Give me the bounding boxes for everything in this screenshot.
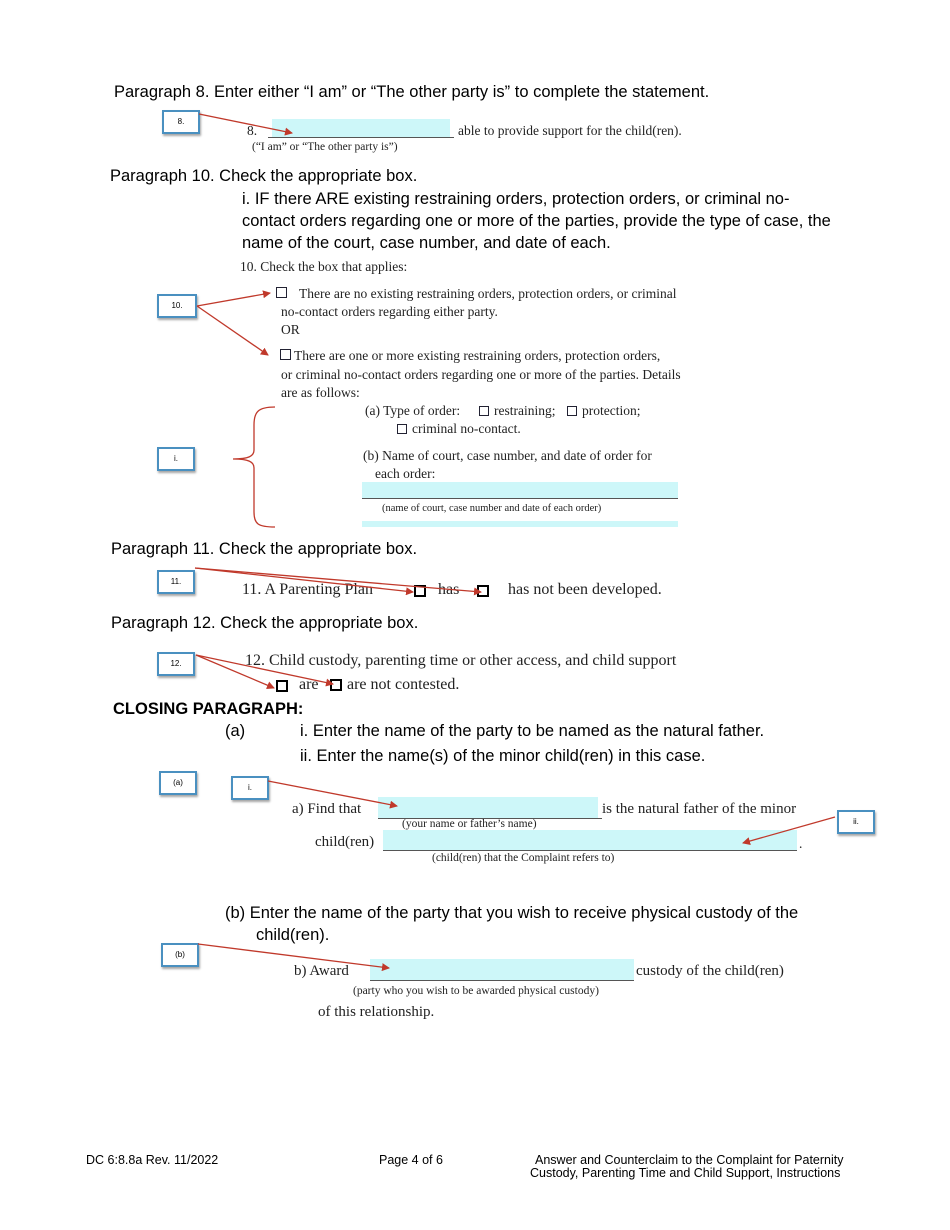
p12-heading: Paragraph 12. Check the appropriate box. xyxy=(111,614,419,632)
closing-award-hint: (party who you wish to be awarded physical custody) xyxy=(353,985,599,997)
p8-heading: Paragraph 8. Enter either “I am” or “The other party is” to complete the statement. xyxy=(114,83,710,101)
p10-name-label-line1: (b) Name of court, case number, and date of order for xyxy=(363,448,652,463)
closing-award: b) Award xyxy=(294,963,349,979)
p10-opt2-line3: are as follows: xyxy=(281,385,360,400)
closing-natural-father: is the natural father of the minor xyxy=(602,801,797,817)
p10-or: OR xyxy=(281,322,300,337)
callout-closing-i: i. xyxy=(231,776,269,800)
p10-opt1-line2: no-contact orders regarding either party. xyxy=(281,304,498,319)
callout-ii: ii. xyxy=(837,810,875,834)
arrow-10b xyxy=(197,306,268,355)
callout-8: 8. xyxy=(162,110,200,134)
arrow-11a xyxy=(195,568,413,592)
footer-form-code: DC 6:8.8a Rev. 11/2022 xyxy=(86,1153,219,1167)
arrow-12b xyxy=(196,655,333,684)
p10-opt2-line1: There are one or more existing restraining orders, protection orders, xyxy=(294,348,661,363)
closing-a-ii: ii. Enter the name(s) of the minor child(ren) in this case. xyxy=(300,747,706,765)
callout-10: 10. xyxy=(157,294,197,318)
footer-title-line2: Custody, Parenting Time and Child Support, Instructions xyxy=(530,1166,841,1180)
footer-title-line1: Answer and Counterclaim to the Complaint for Paternity xyxy=(535,1153,844,1167)
p10-opt2-line2: or criminal no-contact orders regarding one or more of the parties. Details xyxy=(281,367,681,382)
p8-after-text: able to provide support for the child(ren). xyxy=(458,123,682,138)
arrow-8 xyxy=(199,114,292,133)
p12-line1: 12. Child custody, parenting time or other access, and child support xyxy=(245,652,677,669)
p11-has: has xyxy=(438,581,460,598)
closing-custody: custody of the child(ren) xyxy=(636,963,784,979)
p12-are-not: are not contested. xyxy=(347,676,460,693)
arrow-11b xyxy=(195,568,481,592)
arrow-closing-ii xyxy=(743,817,835,843)
arrow-12a xyxy=(196,655,274,688)
closing-children-label: child(ren) xyxy=(315,834,375,850)
callout-b: (b) xyxy=(161,943,199,967)
p10-heading: Paragraph 10. Check the appropriate box. xyxy=(110,167,418,185)
callout-12: 12. xyxy=(157,652,195,676)
p11-text: 11. A Parenting Plan xyxy=(242,581,373,598)
p10-type-label: (a) Type of order: xyxy=(365,403,461,418)
p8-number: 8. xyxy=(247,123,258,138)
callout-11: 11. xyxy=(157,570,195,594)
closing-father-hint: (your name or father’s name) xyxy=(402,818,537,830)
p10-type-protection: protection; xyxy=(582,403,641,418)
closing-a-i: i. Enter the name of the party to be named as the natural father. xyxy=(300,722,765,740)
p11-has-not: has not been developed. xyxy=(508,581,662,598)
brace-i xyxy=(233,407,275,527)
p10-name-label-line2: each order: xyxy=(375,466,436,481)
arrow-closing-b xyxy=(198,944,389,968)
closing-b-line1: (b) Enter the name of the party that you wish to receive physical custody of the xyxy=(225,904,799,922)
p10-type-criminal: criminal no-contact. xyxy=(412,421,521,436)
p10-instr-line1: i. IF there ARE existing restraining orders, protection orders, or criminal no- xyxy=(242,190,790,208)
p10-name-hint: (name of court, case number and date of each order) xyxy=(382,503,602,514)
arrow-10a xyxy=(197,293,270,306)
p10-instr-line3: name of the court, case number, and date of each. xyxy=(242,234,611,252)
p10-instr-line2: contact orders regarding one or more of the parties, provide the type of case, the xyxy=(242,212,831,230)
closing-children-hint: (child(ren) that the Complaint refers to) xyxy=(432,852,615,864)
p11-heading: Paragraph 11. Check the appropriate box. xyxy=(111,540,418,558)
closing-period: . xyxy=(799,836,803,851)
closing-heading: CLOSING PARAGRAPH: xyxy=(113,700,304,718)
callout-i: i. xyxy=(157,447,195,471)
p10-opt1-line1: There are no existing restraining orders, protection orders, or criminal xyxy=(299,286,677,301)
footer-page-number: Page 4 of 6 xyxy=(379,1153,443,1167)
p10-type-restraining: restraining; xyxy=(494,403,556,418)
arrow-closing-i xyxy=(268,781,397,806)
closing-b-line2: child(ren). xyxy=(256,926,330,944)
callout-a: (a) xyxy=(159,771,197,795)
p8-hint: (“I am” or “The other party is”) xyxy=(252,141,398,153)
closing-a-label: (a) xyxy=(225,722,246,740)
closing-find-that: a) Find that xyxy=(292,801,362,817)
closing-relationship: of this relationship. xyxy=(318,1004,435,1020)
p12-are: are xyxy=(299,676,319,693)
p10-form-title: 10. Check the box that applies: xyxy=(240,259,408,274)
